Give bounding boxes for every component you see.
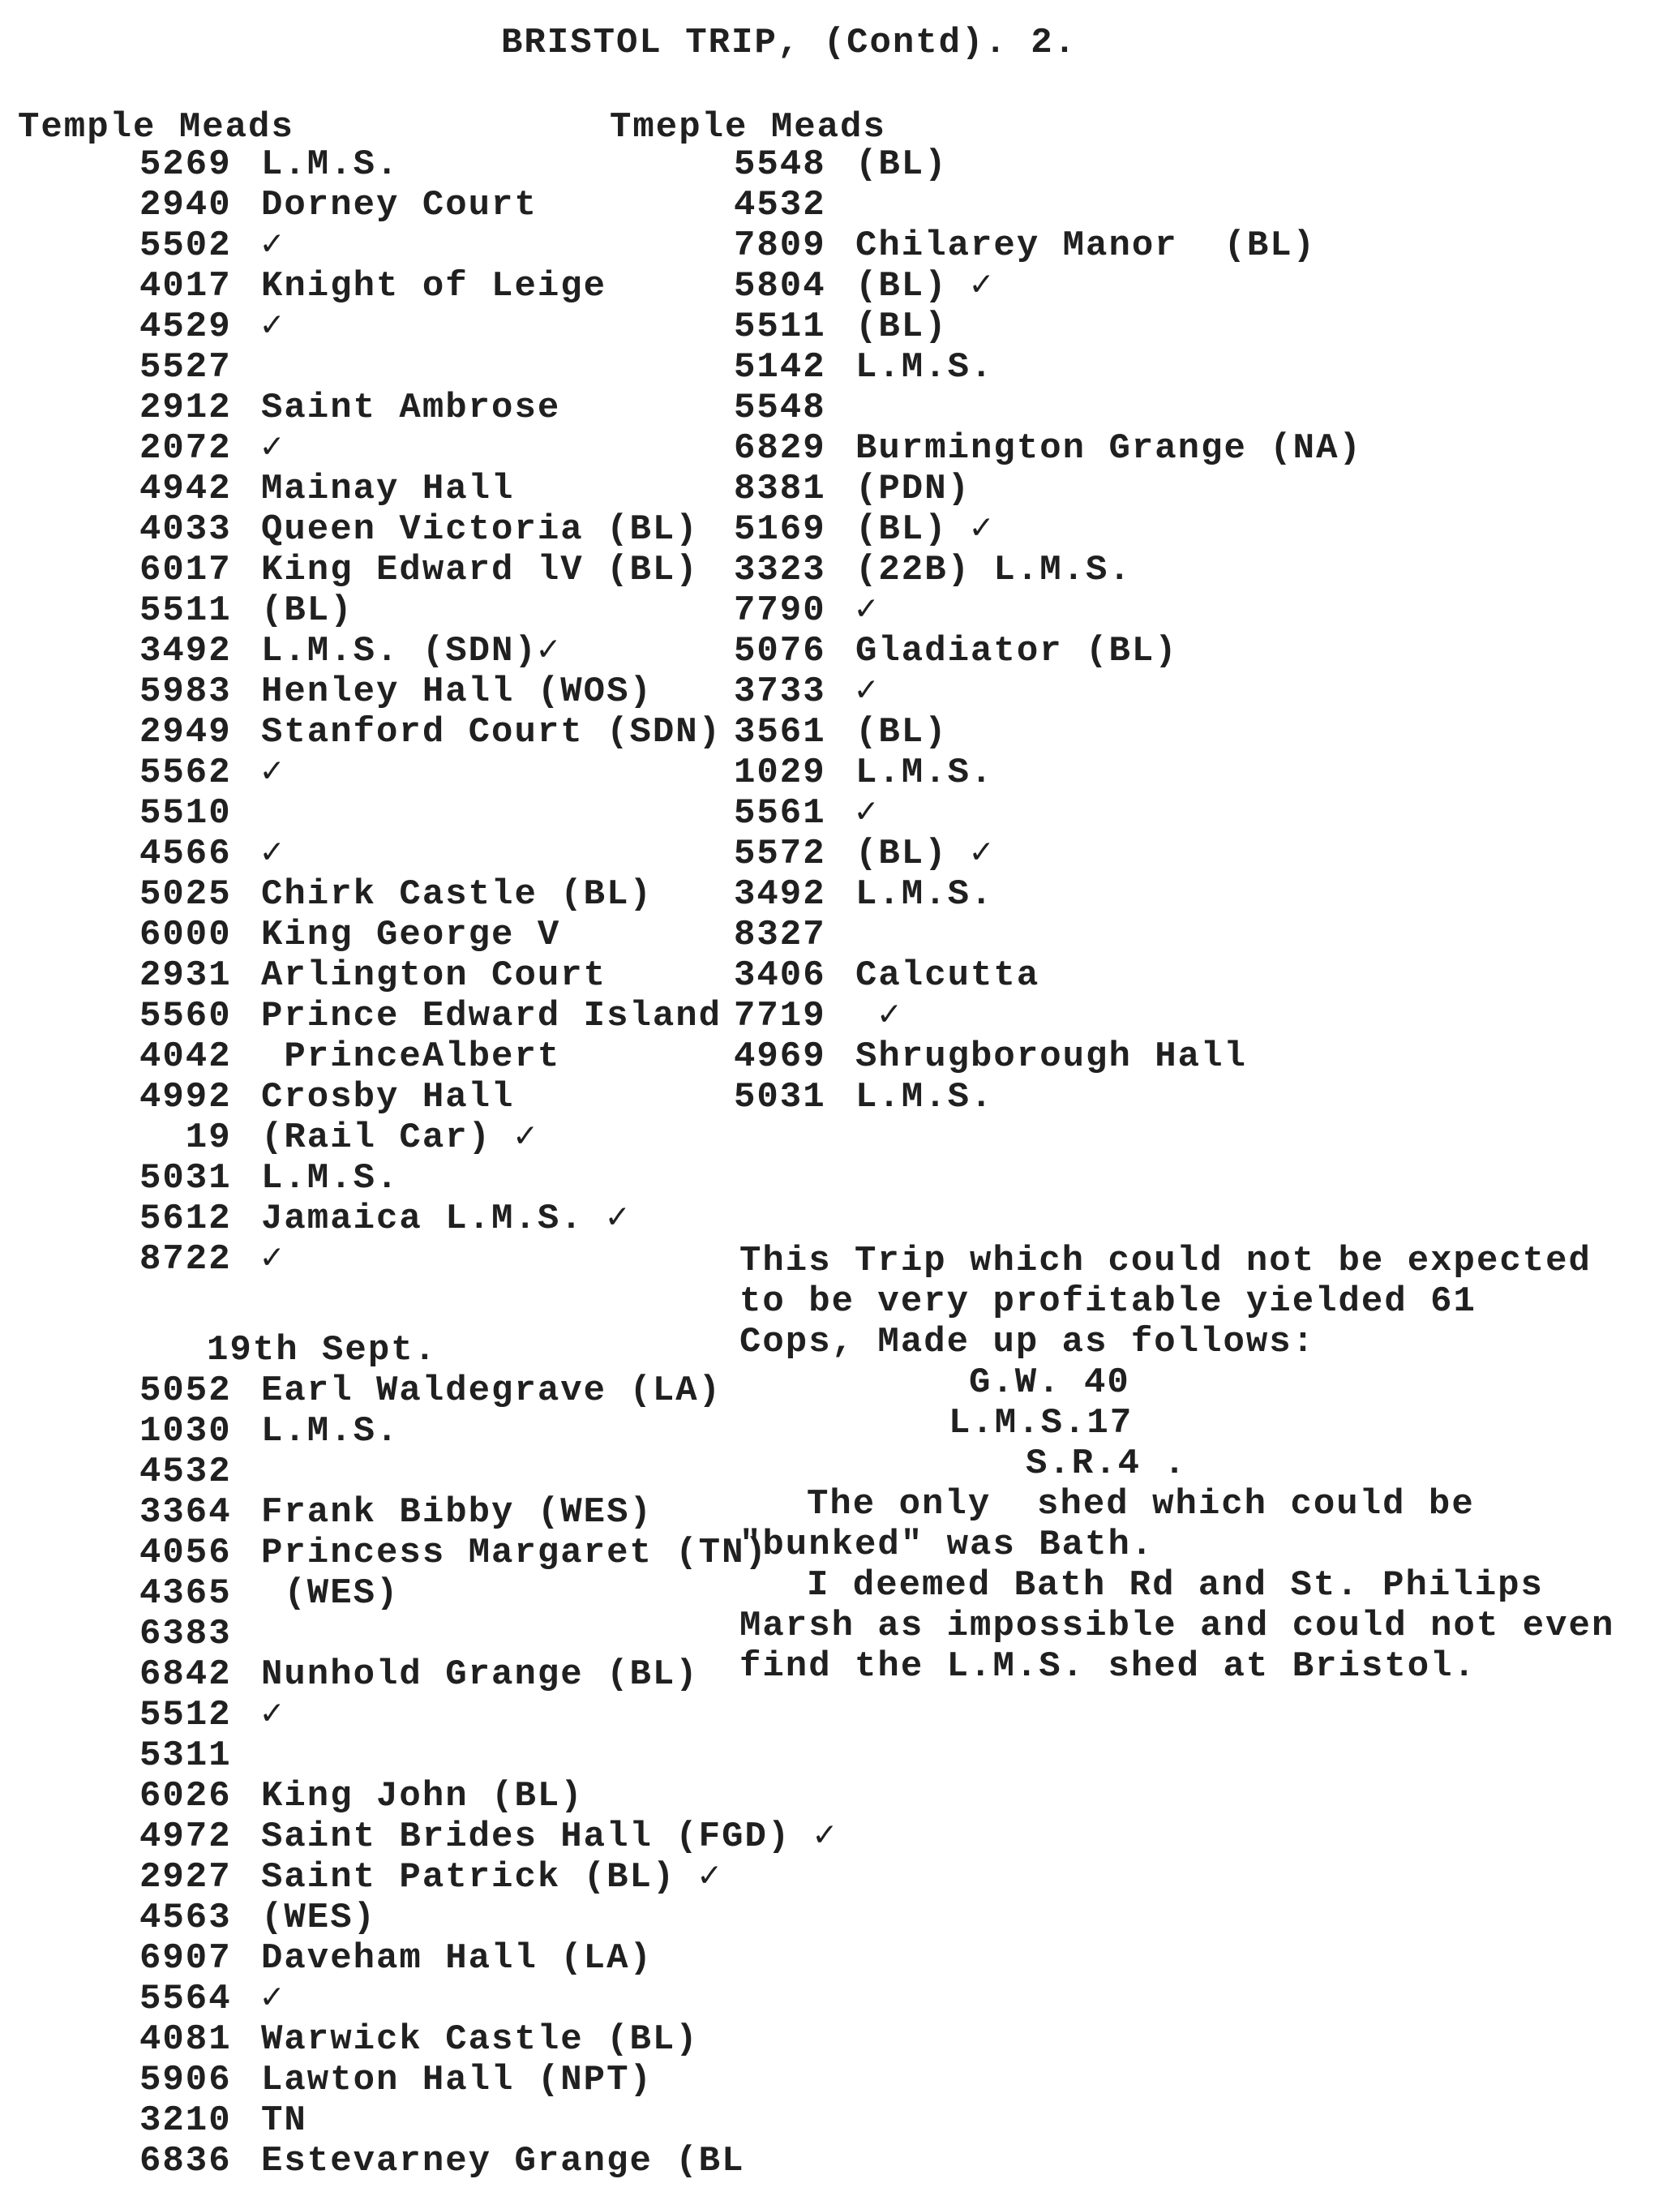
locomotive-number: 8722 [139,1239,232,1280]
list-item [139,1695,285,1735]
locomotive-number: 5031 [734,1077,826,1117]
summary-line-5: "bunked" was Bath. [739,1525,1155,1565]
locomotive-number: 5142 [734,347,826,388]
locomotive-name: (WES) [261,1573,400,1614]
locomotive-number: 5564 [139,1979,232,2019]
locomotive-number: 8381 [734,469,826,509]
locomotive-name: Estevarney Grange (BL [261,2141,745,2181]
list-item [734,307,948,347]
locomotive-number: 3733 [734,671,826,712]
locomotive-number: 2912 [139,388,232,428]
summary-gw-count: G.W. 40 [969,1362,1130,1403]
locomotive-number: 5572 [734,834,826,874]
list-item [139,1898,376,1938]
list-item [139,388,560,428]
locomotive-number: 5169 [734,509,826,550]
locomotive-number: 4042 [139,1036,232,1077]
right-column-heading: Tmeple Meads [610,107,886,148]
locomotive-number: 4017 [139,266,232,307]
list-item [139,185,538,225]
locomotive-name: ✓ [261,1239,285,1280]
locomotive-name: (PDN) [855,469,971,509]
locomotive-number: 19 [139,1117,232,1158]
locomotive-number: 4563 [139,1898,232,1938]
locomotive-name: L.M.S. (SDN)✓ [261,631,561,671]
locomotive-number: 5025 [139,874,232,915]
locomotive-name: (BL) [855,307,948,347]
locomotive-number: 5612 [139,1199,232,1239]
summary-sr-count: S.R.4 . [1026,1443,1187,1484]
list-item [734,631,1178,671]
locomotive-number: 2072 [139,428,232,469]
list-item [139,996,722,1036]
locomotive-name: (BL) ✓ [855,834,994,874]
locomotive-number: 4566 [139,834,232,874]
locomotive-number: 3492 [139,631,232,671]
list-item [734,388,855,428]
list-item [139,2141,745,2181]
list-item [139,1735,261,1776]
locomotive-name: King Edward lV (BL) [261,550,699,590]
list-item [139,1239,285,1280]
locomotive-number: 2927 [139,1857,232,1898]
locomotive-number: 2949 [139,712,232,753]
list-item [139,1036,560,1077]
locomotive-number: 5527 [139,347,232,388]
locomotive-number: 5076 [734,631,826,671]
list-item [139,1857,722,1898]
list-item [139,712,722,753]
locomotive-name: (BL) ✓ [855,266,994,307]
list-item [139,955,606,996]
list-item [734,347,993,388]
locomotive-name: Prince Edward Island [261,996,722,1036]
locomotive-number: 3364 [139,1492,232,1533]
locomotive-number: 5906 [139,2060,232,2100]
locomotive-name: TN [261,2100,307,2141]
locomotive-name: Nunhold Grange (BL) [261,1654,699,1695]
locomotive-name: King John (BL) [261,1776,584,1817]
locomotive-number: 3210 [139,2100,232,2141]
list-item [139,1492,653,1533]
list-item [139,266,606,307]
locomotive-number: 5548 [734,388,826,428]
locomotive-number: 5804 [734,266,826,307]
summary-line-3: Cops, Made up as follows: [739,1322,1316,1362]
list-item [139,550,699,590]
list-item [734,469,971,509]
list-item [139,1117,538,1158]
locomotive-name: (BL) [855,144,948,185]
locomotive-name: ✓ [261,307,285,347]
locomotive-name: Queen Victoria (BL) [261,509,699,550]
locomotive-name: (BL) ✓ [855,509,994,550]
list-item [139,590,354,631]
locomotive-name: ✓ [261,225,285,266]
list-item [734,1036,1247,1077]
list-item [139,1938,653,1979]
list-item [139,225,285,266]
list-item [139,509,699,550]
list-item [139,631,560,671]
list-item [139,347,261,388]
list-item [139,1573,399,1614]
locomotive-number: 4033 [139,509,232,550]
locomotive-name: PrinceAlbert [261,1036,561,1077]
list-item [139,428,285,469]
locomotive-number: 4532 [139,1452,232,1492]
list-item [139,1370,722,1411]
list-item [734,266,994,307]
list-item [734,712,948,753]
locomotive-number: 2940 [139,185,232,225]
locomotive-number: 4969 [734,1036,826,1077]
list-item [139,1817,837,1857]
locomotive-name: L.M.S. [855,347,994,388]
list-item [734,144,948,185]
locomotive-name: Crosby Hall [261,1077,515,1117]
locomotive-name: Gladiator (BL) [855,631,1178,671]
left-column-heading: Temple Meads [18,107,294,148]
locomotive-number: 5560 [139,996,232,1036]
list-item [734,874,993,915]
locomotive-name: Lawton Hall (NPT) [261,2060,653,2100]
locomotive-number: 5311 [139,1735,232,1776]
locomotive-number: 6026 [139,1776,232,1817]
locomotive-name: Saint Patrick (BL) ✓ [261,1857,722,1898]
locomotive-number: 4942 [139,469,232,509]
locomotive-name: Calcutta [855,955,1040,996]
locomotive-name: Jamaica L.M.S. ✓ [261,1199,630,1239]
locomotive-name: L.M.S. [261,1411,400,1452]
locomotive-number: 6000 [139,915,232,955]
locomotive-number: 6842 [139,1654,232,1695]
locomotive-number: 6907 [139,1938,232,1979]
list-item [139,2060,653,2100]
locomotive-name: ✓ [261,428,285,469]
locomotive-name: Chilarey Manor (BL) [855,225,1317,266]
list-item [734,509,994,550]
locomotive-name: L.M.S. [855,874,994,915]
locomotive-number: 4081 [139,2019,232,2060]
list-item [734,1077,993,1117]
locomotive-number: 5269 [139,144,232,185]
list-item [139,1452,261,1492]
locomotive-number: 1029 [734,753,826,793]
list-item [734,955,1039,996]
list-item [734,671,879,712]
locomotive-number: 5983 [139,671,232,712]
locomotive-number: 4992 [139,1077,232,1117]
locomotive-number: 2931 [139,955,232,996]
list-item [734,550,1132,590]
locomotive-number: 8327 [734,915,826,955]
summary-line-1: This Trip which could not be expected [739,1241,1592,1281]
list-item [734,915,855,955]
locomotive-number: 5502 [139,225,232,266]
list-item [139,1979,285,2019]
locomotive-number: 5548 [734,144,826,185]
locomotive-number: 5031 [139,1158,232,1199]
locomotive-number: 5510 [139,793,232,834]
list-item [139,1411,399,1452]
date-heading: 19th Sept. [207,1330,438,1370]
locomotive-number: 5562 [139,753,232,793]
locomotive-number: 5511 [734,307,826,347]
locomotive-number: 7809 [734,225,826,266]
locomotive-name: L.M.S. [261,144,400,185]
locomotive-name: (Rail Car) ✓ [261,1117,538,1158]
list-item [139,874,653,915]
locomotive-name: (WES) [261,1898,377,1938]
list-item [139,307,285,347]
locomotive-name: ✓ [855,671,879,712]
locomotive-name: Warwick Castle (BL) [261,2019,699,2060]
list-item [734,753,993,793]
list-item [734,590,879,631]
list-item [139,144,399,185]
list-item [139,753,285,793]
locomotive-name: Earl Waldegrave (LA) [261,1370,722,1411]
locomotive-number: 5511 [139,590,232,631]
list-item [734,996,902,1036]
summary-lms-count: L.M.S.17 [949,1403,1134,1443]
locomotive-name: Daveham Hall (LA) [261,1938,653,1979]
locomotive-number: 6017 [139,550,232,590]
page-title: BRISTOL TRIP, (Contd). 2. [501,23,1078,63]
locomotive-number: 4056 [139,1533,232,1573]
list-item [139,2100,307,2141]
summary-line-2: to be very profitable yielded 61 [739,1281,1476,1322]
locomotive-name: Saint Brides Hall (FGD) ✓ [261,1817,838,1857]
locomotive-number: 5512 [139,1695,232,1735]
list-item [139,915,560,955]
locomotive-number: 5052 [139,1370,232,1411]
locomotive-name: Frank Bibby (WES) [261,1492,653,1533]
locomotive-number: 5561 [734,793,826,834]
summary-line-7: Marsh as impossible and could not even [739,1606,1615,1646]
list-item [139,1614,261,1654]
locomotive-name: (22B) L.M.S. [855,550,1132,590]
locomotive-name: Chirk Castle (BL) [261,874,653,915]
locomotive-name: ✓ [261,1979,285,2019]
list-item [139,1654,699,1695]
list-item [139,469,514,509]
locomotive-number: 4532 [734,185,826,225]
list-item [139,1533,768,1573]
list-item [734,225,1316,266]
locomotive-number: 3492 [734,874,826,915]
locomotive-name: Dorney Court [261,185,538,225]
locomotive-name: Mainay Hall [261,469,515,509]
list-item [139,2019,699,2060]
locomotive-name: (BL) [855,712,948,753]
locomotive-number: 6829 [734,428,826,469]
locomotive-number: 7719 [734,996,826,1036]
summary-line-4: The only shed which could be [807,1484,1475,1525]
locomotive-number: 3406 [734,955,826,996]
locomotive-number: 4365 [139,1573,232,1614]
locomotive-number: 1030 [139,1411,232,1452]
list-item [139,1199,630,1239]
locomotive-name: Shrugborough Hall [855,1036,1247,1077]
locomotive-name: ✓ [855,590,879,631]
list-item [734,793,879,834]
list-item [734,185,855,225]
locomotive-name: Burmington Grange (NA) [855,428,1362,469]
locomotive-name: Princess Margaret (TN) [261,1533,768,1573]
locomotive-name: ✓ [261,834,285,874]
list-item [139,1158,399,1199]
locomotive-name: L.M.S. [855,753,994,793]
locomotive-name: L.M.S. [261,1158,400,1199]
list-item [734,428,1362,469]
locomotive-number: 4972 [139,1817,232,1857]
locomotive-name: Stanford Court (SDN) [261,712,722,753]
list-item [139,1077,514,1117]
locomotive-number: 7790 [734,590,826,631]
locomotive-name: ✓ [261,1695,285,1735]
locomotive-name: Knight of Leige [261,266,607,307]
list-item [139,834,285,874]
locomotive-number: 3323 [734,550,826,590]
list-item [139,1776,584,1817]
locomotive-number: 6383 [139,1614,232,1654]
locomotive-number: 4529 [139,307,232,347]
summary-line-6: I deemed Bath Rd and St. Philips [807,1565,1544,1606]
locomotive-name: L.M.S. [855,1077,994,1117]
locomotive-name: Saint Ambrose [261,388,561,428]
locomotive-name: ✓ [855,996,902,1036]
list-item [139,671,653,712]
locomotive-name: Henley Hall (WOS) [261,671,653,712]
list-item [139,793,261,834]
locomotive-number: 3561 [734,712,826,753]
locomotive-number: 6836 [139,2141,232,2181]
summary-line-8: find the L.M.S. shed at Bristol. [739,1646,1476,1687]
locomotive-name: Arlington Court [261,955,607,996]
locomotive-name: King George V [261,915,561,955]
locomotive-name: ✓ [261,753,285,793]
locomotive-name: ✓ [855,793,879,834]
locomotive-name: (BL) [261,590,354,631]
list-item [734,834,994,874]
